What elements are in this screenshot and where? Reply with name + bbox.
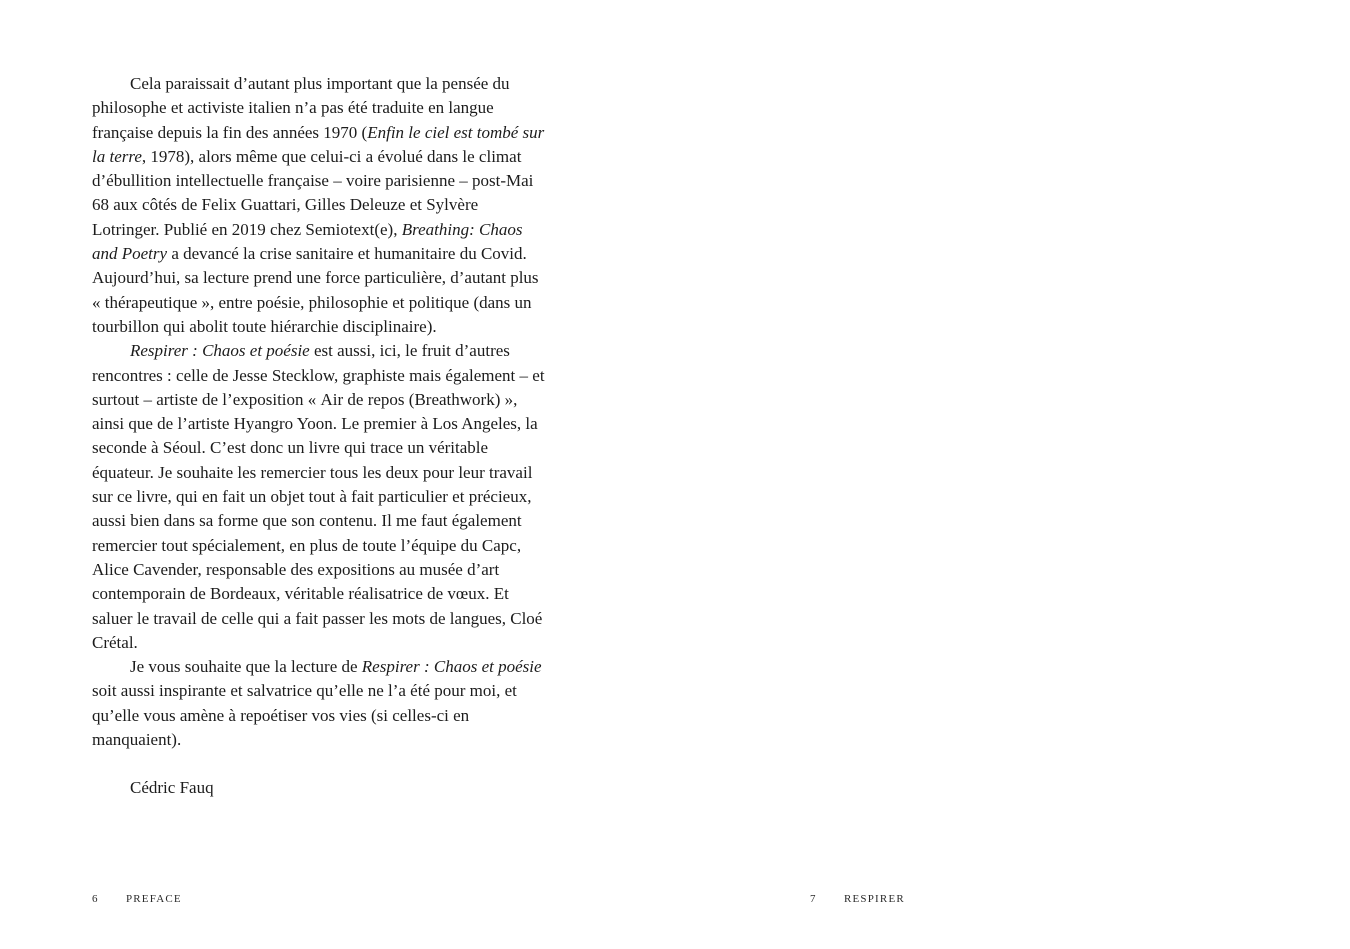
preface-text [92,72,547,801]
body-text: , 1978), alors même que celui-ci a évolué dans le climat d’ébullition intellectuelle française – voire parisienne – post-Mai 68 aux côtés de Felix Guattari, Gilles Deleuze et Sylvère Lotringer. Publié en 2019 chez Semiotext(e), [92,146,534,239]
paragraph [92,72,547,339]
italic-text: Respirer : Chaos et poésie [361,657,542,677]
page-number: 6 [92,893,99,905]
running-head: PREFACE [125,893,182,905]
italic-text: Breathing: Chaos and Poetry [92,219,523,264]
author-signature: Cédric Fauq [130,778,214,798]
body-text: a devancé la crise sanitaire et humanitaire du Covid. Aujourd’hui, sa lecture prend une force particulière, d’autant plus « thérapeutique », entre poésie, philosophie et politique (dans un tourbillon qui abolit toute hiérarchie disciplinaire). [92,244,539,336]
body-text: Je vous souhaite que la lecture de [130,657,362,677]
paragraph [92,339,547,655]
page-number: 7 [810,893,817,905]
running-head: RESPIRER [843,893,905,905]
page-right [675,0,1350,949]
page-right-footer [810,893,905,905]
body-text: Cela paraissait d’autant plus important que la pensée du philosophe et activiste italien n’a pas été traduite en langue française depuis la fin des années 1970 ( [92,74,510,142]
paragraph [92,655,547,752]
italic-text: Enfin le ciel est tombé sur la terre [92,122,545,166]
body-text: soit aussi inspirante et salvatrice qu’elle ne l’a été pour moi, et qu’elle vous amène à repoétiser vos vies (si celles-ci en manquaient). [92,681,517,750]
body-text: est aussi, ici, le fruit d’autres rencontres : celle de Jesse Stecklow, graphiste mais également – et surtout – artiste de l’exposition « Air de repos (Breathwork) », ainsi que de l’artiste Hyangro Yoon. Le premier à Los Angeles, la seconde à Séoul. C’est donc un livre qui trace un véritable équateur. Je souhaite les remercier tous les deux pour leur travail sur ce livre, qui en fait un objet tout à fait particulier et précieux, aussi bien dans sa forme que son contenu. Il me faut également remercier tout spécialement, en plus de toute l’équipe du Capc, Alice Cavender, responsable des expositions au musée d’art contemporain de Bordeaux, véritable réalisatrice de vœux. Et saluer le travail de celle qui a fait passer les mots de langues, Cloé Crétal. [92,341,545,652]
italic-text: Respirer : Chaos et poésie [130,341,310,361]
page-left-footer [92,893,182,905]
